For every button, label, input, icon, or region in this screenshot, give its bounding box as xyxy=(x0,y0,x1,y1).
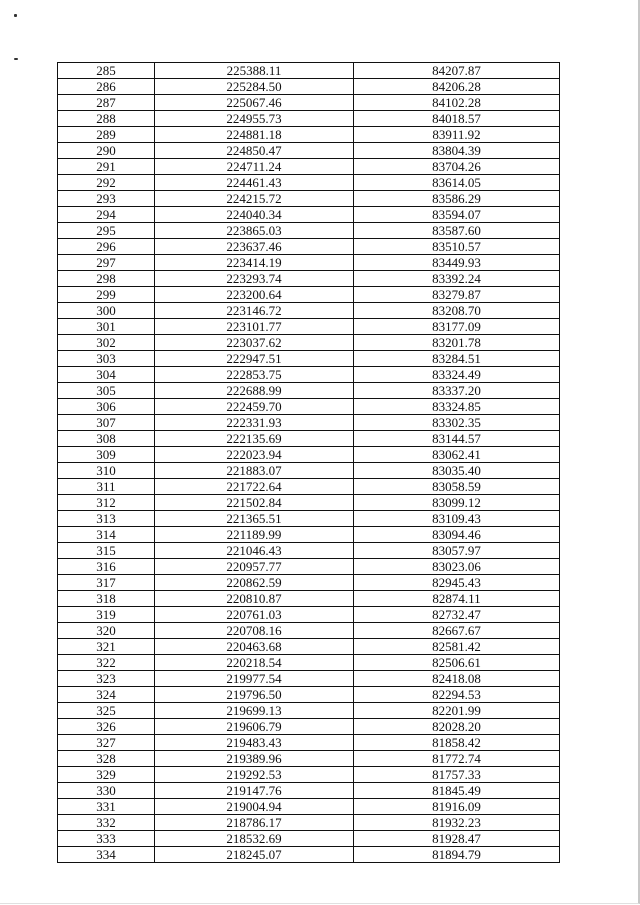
table-row xyxy=(58,495,560,511)
point-number-cell: 292 xyxy=(58,175,155,191)
x-coordinate-cell: 225067.46 xyxy=(155,95,354,111)
x-coordinate-cell: 222023.94 xyxy=(155,447,354,463)
table-row xyxy=(58,383,560,399)
point-number-cell: 318 xyxy=(58,591,155,607)
y-coordinate-cell: 83804.39 xyxy=(354,143,560,159)
point-number-cell: 309 xyxy=(58,447,155,463)
x-coordinate-cell: 224955.73 xyxy=(155,111,354,127)
x-coordinate-cell: 222459.70 xyxy=(155,399,354,415)
table-row xyxy=(58,223,560,239)
point-number-cell: 314 xyxy=(58,527,155,543)
table-row xyxy=(58,159,560,175)
scan-speck xyxy=(14,58,18,60)
table-row xyxy=(58,623,560,639)
x-coordinate-cell: 219699.13 xyxy=(155,703,354,719)
y-coordinate-cell: 83201.78 xyxy=(354,335,560,351)
point-number-cell: 303 xyxy=(58,351,155,367)
y-coordinate-cell: 83279.87 xyxy=(354,287,560,303)
y-coordinate-cell: 83144.57 xyxy=(354,431,560,447)
x-coordinate-cell: 220862.59 xyxy=(155,575,354,591)
x-coordinate-cell: 223037.62 xyxy=(155,335,354,351)
y-coordinate-cell: 82667.67 xyxy=(354,623,560,639)
table-row xyxy=(58,287,560,303)
x-coordinate-cell: 224850.47 xyxy=(155,143,354,159)
table-row xyxy=(58,703,560,719)
point-number-cell: 330 xyxy=(58,783,155,799)
y-coordinate-cell: 81928.47 xyxy=(354,831,560,847)
y-coordinate-cell: 84102.28 xyxy=(354,95,560,111)
y-coordinate-cell: 83094.46 xyxy=(354,527,560,543)
table-row xyxy=(58,655,560,671)
table-row xyxy=(58,719,560,735)
point-number-cell: 321 xyxy=(58,639,155,655)
y-coordinate-cell: 83704.26 xyxy=(354,159,560,175)
table-row xyxy=(58,143,560,159)
point-number-cell: 308 xyxy=(58,431,155,447)
table-row xyxy=(58,543,560,559)
table-row xyxy=(58,303,560,319)
point-number-cell: 288 xyxy=(58,111,155,127)
x-coordinate-cell: 224461.43 xyxy=(155,175,354,191)
point-number-cell: 316 xyxy=(58,559,155,575)
point-number-cell: 285 xyxy=(58,63,155,79)
y-coordinate-cell: 83023.06 xyxy=(354,559,560,575)
table-row xyxy=(58,687,560,703)
point-number-cell: 291 xyxy=(58,159,155,175)
table-row xyxy=(58,127,560,143)
y-coordinate-cell: 83911.92 xyxy=(354,127,560,143)
table-row xyxy=(58,847,560,863)
table-row xyxy=(58,591,560,607)
point-number-cell: 320 xyxy=(58,623,155,639)
x-coordinate-cell: 225284.50 xyxy=(155,79,354,95)
point-number-cell: 325 xyxy=(58,703,155,719)
x-coordinate-cell: 223865.03 xyxy=(155,223,354,239)
table-row xyxy=(58,95,560,111)
y-coordinate-cell: 83510.57 xyxy=(354,239,560,255)
x-coordinate-cell: 219147.76 xyxy=(155,783,354,799)
y-coordinate-cell: 81845.49 xyxy=(354,783,560,799)
point-number-cell: 317 xyxy=(58,575,155,591)
x-coordinate-cell: 219606.79 xyxy=(155,719,354,735)
y-coordinate-cell: 83057.97 xyxy=(354,543,560,559)
point-number-cell: 298 xyxy=(58,271,155,287)
y-coordinate-cell: 84018.57 xyxy=(354,111,560,127)
x-coordinate-cell: 218786.17 xyxy=(155,815,354,831)
point-number-cell: 327 xyxy=(58,735,155,751)
y-coordinate-cell: 83594.07 xyxy=(354,207,560,223)
y-coordinate-cell: 82945.43 xyxy=(354,575,560,591)
x-coordinate-cell: 221502.84 xyxy=(155,495,354,511)
table-row xyxy=(58,191,560,207)
table-row xyxy=(58,799,560,815)
point-number-cell: 305 xyxy=(58,383,155,399)
x-coordinate-cell: 222688.99 xyxy=(155,383,354,399)
table-row xyxy=(58,607,560,623)
point-number-cell: 296 xyxy=(58,239,155,255)
y-coordinate-cell: 84207.87 xyxy=(354,63,560,79)
y-coordinate-cell: 83208.70 xyxy=(354,303,560,319)
x-coordinate-cell: 224040.34 xyxy=(155,207,354,223)
x-coordinate-cell: 219483.43 xyxy=(155,735,354,751)
y-coordinate-cell: 82294.53 xyxy=(354,687,560,703)
y-coordinate-cell: 84206.28 xyxy=(354,79,560,95)
y-coordinate-cell: 83324.49 xyxy=(354,367,560,383)
x-coordinate-cell: 220463.68 xyxy=(155,639,354,655)
table-row xyxy=(58,831,560,847)
table-row xyxy=(58,63,560,79)
point-number-cell: 311 xyxy=(58,479,155,495)
point-number-cell: 329 xyxy=(58,767,155,783)
y-coordinate-cell: 81772.74 xyxy=(354,751,560,767)
y-coordinate-cell: 83614.05 xyxy=(354,175,560,191)
point-number-cell: 324 xyxy=(58,687,155,703)
x-coordinate-cell: 222331.93 xyxy=(155,415,354,431)
x-coordinate-cell: 222135.69 xyxy=(155,431,354,447)
table-row xyxy=(58,767,560,783)
y-coordinate-cell: 83586.29 xyxy=(354,191,560,207)
x-coordinate-cell: 219292.53 xyxy=(155,767,354,783)
point-number-cell: 293 xyxy=(58,191,155,207)
table-row xyxy=(58,751,560,767)
point-number-cell: 312 xyxy=(58,495,155,511)
x-coordinate-cell: 223637.46 xyxy=(155,239,354,255)
x-coordinate-cell: 224711.24 xyxy=(155,159,354,175)
x-coordinate-cell: 222947.51 xyxy=(155,351,354,367)
point-number-cell: 297 xyxy=(58,255,155,271)
point-number-cell: 294 xyxy=(58,207,155,223)
y-coordinate-cell: 83284.51 xyxy=(354,351,560,367)
y-coordinate-cell: 83177.09 xyxy=(354,319,560,335)
point-number-cell: 287 xyxy=(58,95,155,111)
table-row xyxy=(58,207,560,223)
point-number-cell: 301 xyxy=(58,319,155,335)
point-number-cell: 328 xyxy=(58,751,155,767)
table-row xyxy=(58,735,560,751)
x-coordinate-cell: 221046.43 xyxy=(155,543,354,559)
y-coordinate-cell: 83392.24 xyxy=(354,271,560,287)
point-number-cell: 319 xyxy=(58,607,155,623)
x-coordinate-cell: 220708.16 xyxy=(155,623,354,639)
table-row xyxy=(58,335,560,351)
table-row xyxy=(58,351,560,367)
point-number-cell: 310 xyxy=(58,463,155,479)
y-coordinate-cell: 83324.85 xyxy=(354,399,560,415)
x-coordinate-cell: 220957.77 xyxy=(155,559,354,575)
x-coordinate-cell: 223414.19 xyxy=(155,255,354,271)
x-coordinate-cell: 218245.07 xyxy=(155,847,354,863)
table-row xyxy=(58,463,560,479)
y-coordinate-cell: 83109.43 xyxy=(354,511,560,527)
y-coordinate-cell: 82874.11 xyxy=(354,591,560,607)
table-row xyxy=(58,575,560,591)
x-coordinate-cell: 224215.72 xyxy=(155,191,354,207)
y-coordinate-cell: 81916.09 xyxy=(354,799,560,815)
y-coordinate-cell: 82732.47 xyxy=(354,607,560,623)
point-number-cell: 307 xyxy=(58,415,155,431)
table-row xyxy=(58,815,560,831)
point-number-cell: 323 xyxy=(58,671,155,687)
point-number-cell: 333 xyxy=(58,831,155,847)
y-coordinate-cell: 82581.42 xyxy=(354,639,560,655)
x-coordinate-cell: 224881.18 xyxy=(155,127,354,143)
table-row xyxy=(58,111,560,127)
y-coordinate-cell: 83058.59 xyxy=(354,479,560,495)
table-row xyxy=(58,415,560,431)
table-row xyxy=(58,79,560,95)
table-row xyxy=(58,783,560,799)
table-row xyxy=(58,399,560,415)
x-coordinate-cell: 220761.03 xyxy=(155,607,354,623)
x-coordinate-cell: 221883.07 xyxy=(155,463,354,479)
point-number-cell: 306 xyxy=(58,399,155,415)
point-number-cell: 300 xyxy=(58,303,155,319)
y-coordinate-cell: 81894.79 xyxy=(354,847,560,863)
table-row xyxy=(58,447,560,463)
point-number-cell: 290 xyxy=(58,143,155,159)
table-row xyxy=(58,367,560,383)
point-number-cell: 315 xyxy=(58,543,155,559)
point-number-cell: 299 xyxy=(58,287,155,303)
table-row xyxy=(58,239,560,255)
table-row xyxy=(58,271,560,287)
y-coordinate-cell: 83062.41 xyxy=(354,447,560,463)
point-number-cell: 302 xyxy=(58,335,155,351)
point-number-cell: 289 xyxy=(58,127,155,143)
x-coordinate-cell: 223200.64 xyxy=(155,287,354,303)
table-row xyxy=(58,671,560,687)
table-row xyxy=(58,527,560,543)
y-coordinate-cell: 82201.99 xyxy=(354,703,560,719)
x-coordinate-cell: 219977.54 xyxy=(155,671,354,687)
y-coordinate-cell: 82418.08 xyxy=(354,671,560,687)
x-coordinate-cell: 221189.99 xyxy=(155,527,354,543)
table-row xyxy=(58,319,560,335)
y-coordinate-cell: 83449.93 xyxy=(354,255,560,271)
table-row xyxy=(58,511,560,527)
y-coordinate-cell: 81858.42 xyxy=(354,735,560,751)
y-coordinate-cell: 83587.60 xyxy=(354,223,560,239)
x-coordinate-cell: 220218.54 xyxy=(155,655,354,671)
y-coordinate-cell: 83035.40 xyxy=(354,463,560,479)
table-row xyxy=(58,479,560,495)
x-coordinate-cell: 223293.74 xyxy=(155,271,354,287)
table-row xyxy=(58,639,560,655)
x-coordinate-cell: 218532.69 xyxy=(155,831,354,847)
y-coordinate-cell: 81757.33 xyxy=(354,767,560,783)
table-row xyxy=(58,559,560,575)
point-number-cell: 286 xyxy=(58,79,155,95)
point-number-cell: 331 xyxy=(58,799,155,815)
y-coordinate-cell: 81932.23 xyxy=(354,815,560,831)
point-number-cell: 295 xyxy=(58,223,155,239)
table-row xyxy=(58,175,560,191)
point-number-cell: 326 xyxy=(58,719,155,735)
x-coordinate-cell: 222853.75 xyxy=(155,367,354,383)
point-number-cell: 334 xyxy=(58,847,155,863)
x-coordinate-cell: 223101.77 xyxy=(155,319,354,335)
x-coordinate-cell: 221722.64 xyxy=(155,479,354,495)
x-coordinate-cell: 223146.72 xyxy=(155,303,354,319)
table-body xyxy=(58,63,560,863)
coordinates-table xyxy=(57,62,560,863)
y-coordinate-cell: 83302.35 xyxy=(354,415,560,431)
x-coordinate-cell: 219796.50 xyxy=(155,687,354,703)
x-coordinate-cell: 225388.11 xyxy=(155,63,354,79)
scan-speck xyxy=(14,14,17,17)
table-row xyxy=(58,431,560,447)
point-number-cell: 332 xyxy=(58,815,155,831)
x-coordinate-cell: 221365.51 xyxy=(155,511,354,527)
y-coordinate-cell: 83099.12 xyxy=(354,495,560,511)
point-number-cell: 313 xyxy=(58,511,155,527)
x-coordinate-cell: 219389.96 xyxy=(155,751,354,767)
x-coordinate-cell: 220810.87 xyxy=(155,591,354,607)
y-coordinate-cell: 82028.20 xyxy=(354,719,560,735)
table-row xyxy=(58,255,560,271)
point-number-cell: 322 xyxy=(58,655,155,671)
y-coordinate-cell: 82506.61 xyxy=(354,655,560,671)
y-coordinate-cell: 83337.20 xyxy=(354,383,560,399)
point-number-cell: 304 xyxy=(58,367,155,383)
x-coordinate-cell: 219004.94 xyxy=(155,799,354,815)
